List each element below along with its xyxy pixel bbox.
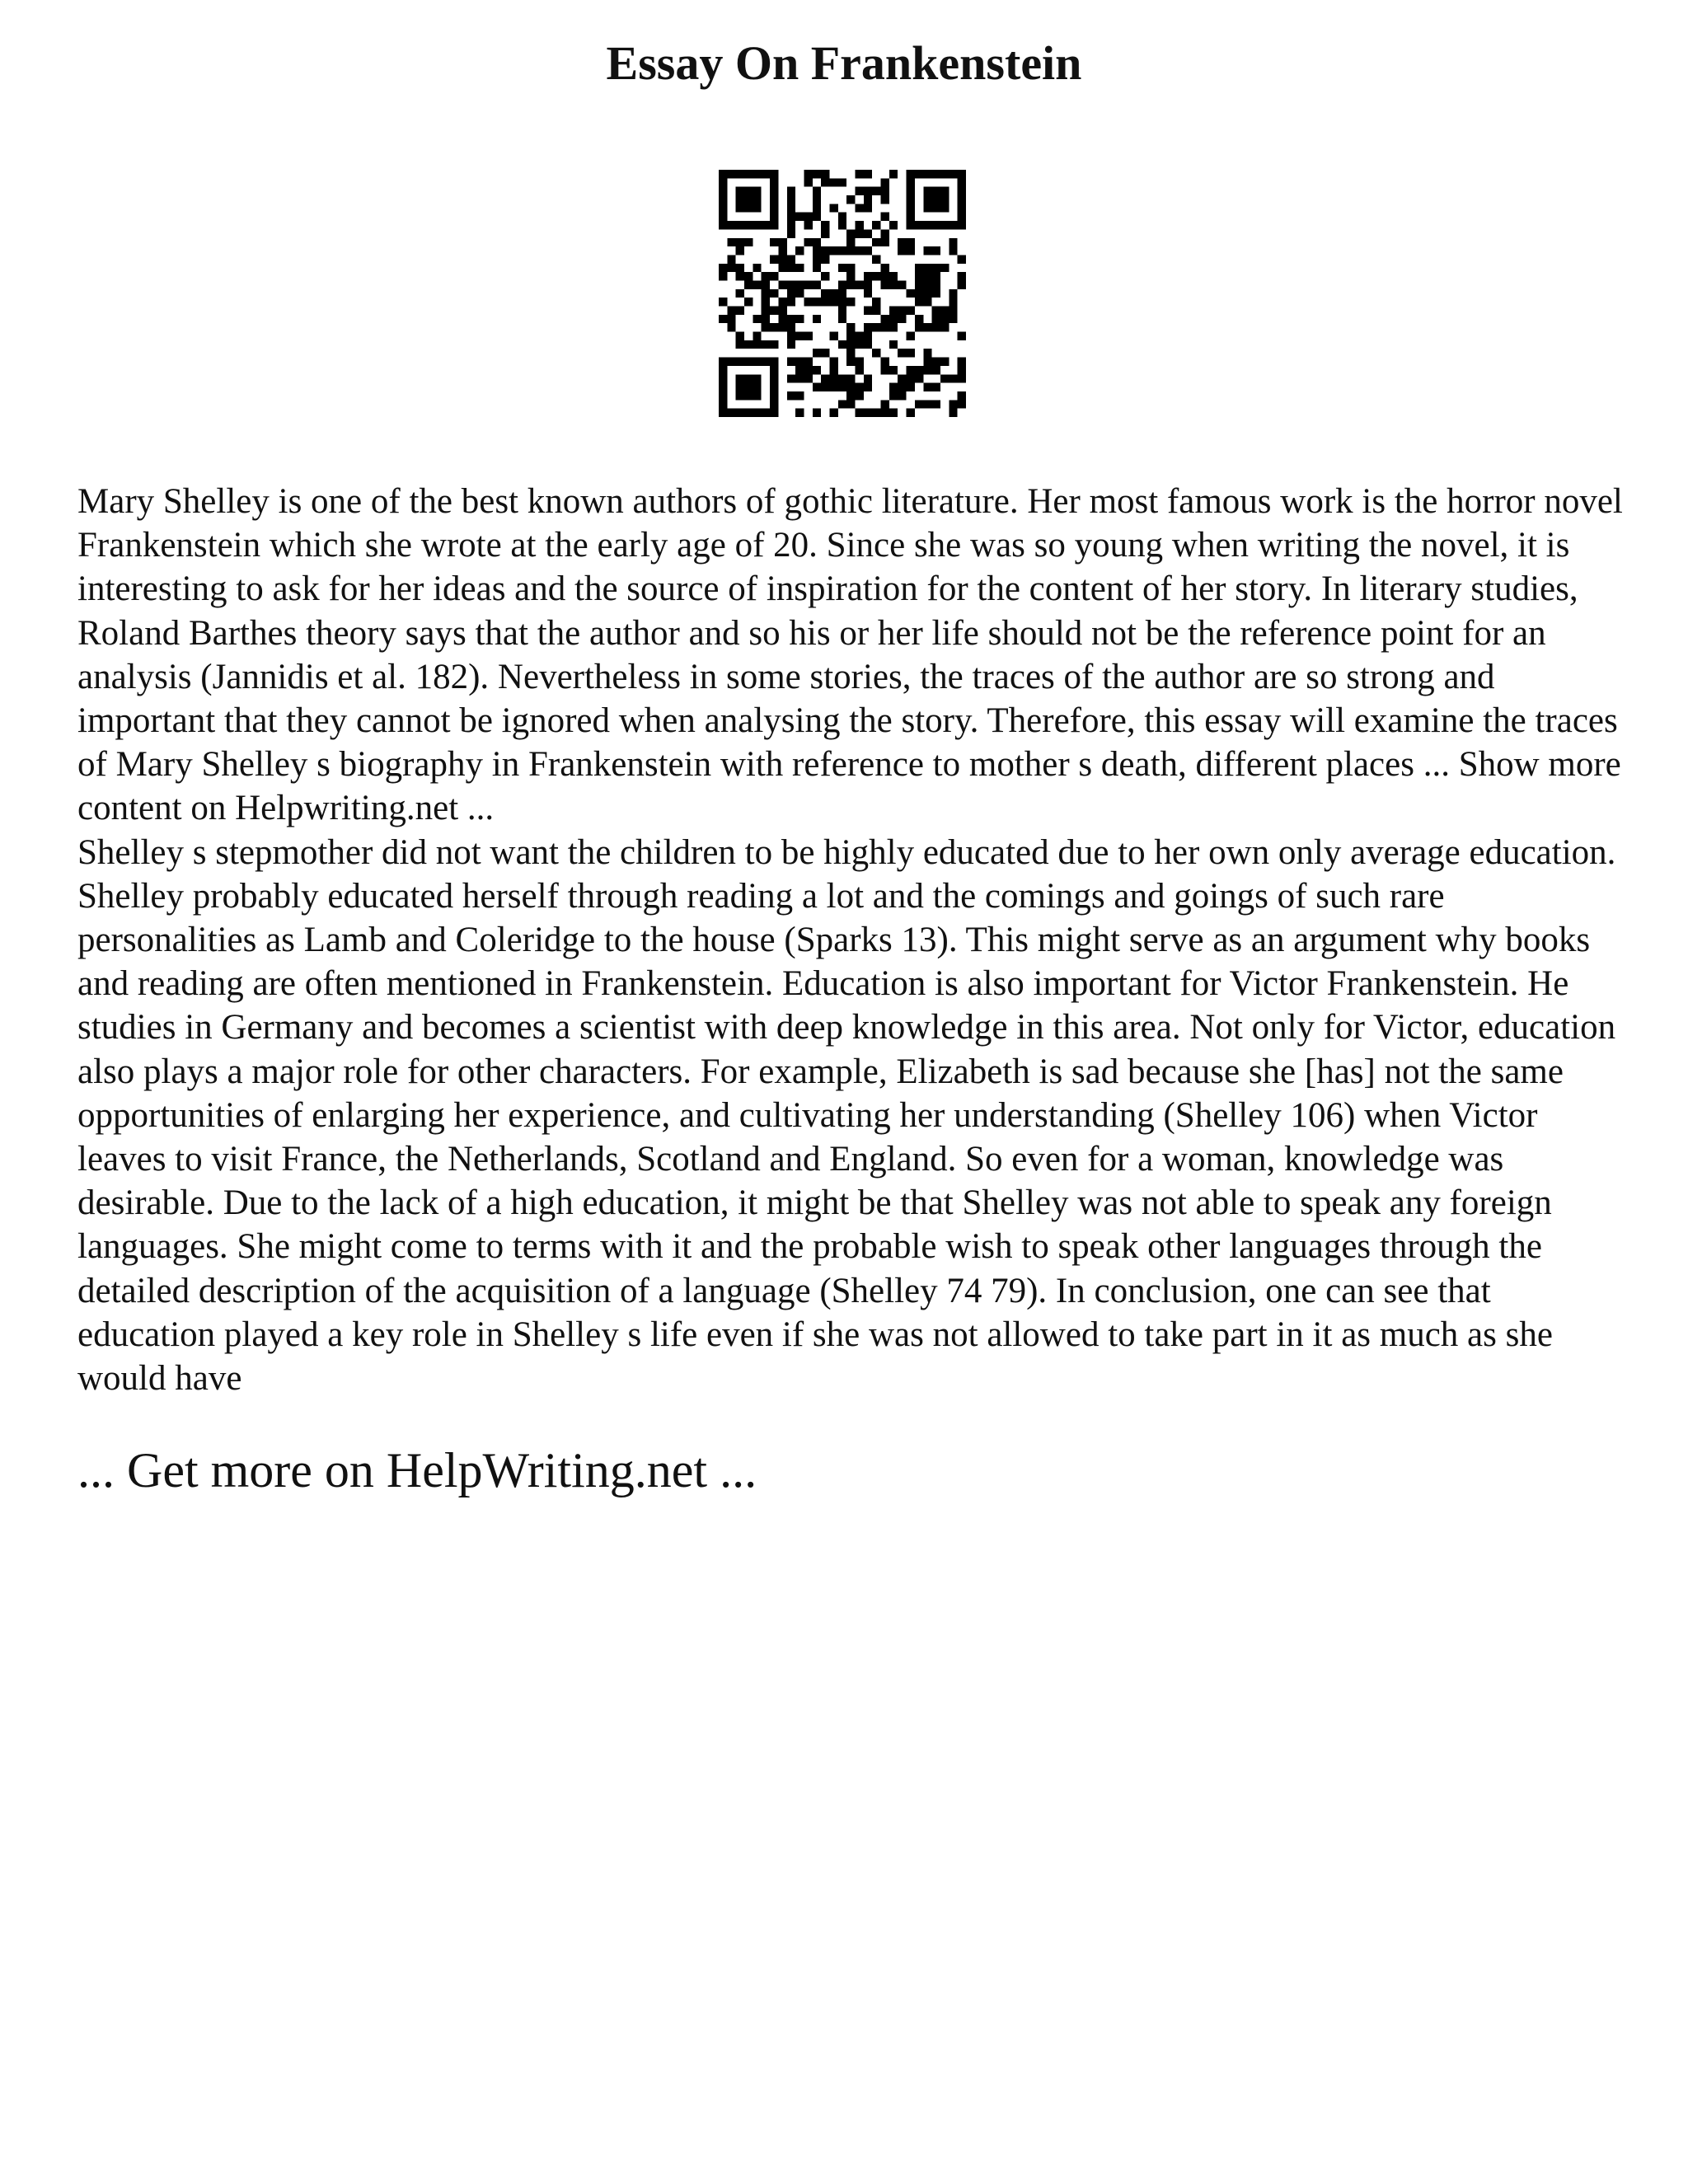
essay-body bbox=[77, 480, 1627, 1400]
get-more-link[interactable]: ... Get more on HelpWriting.net ... bbox=[77, 1443, 757, 1497]
qr-code bbox=[719, 170, 966, 417]
page-title: Essay On Frankenstein bbox=[606, 36, 1082, 90]
essay-paragraph-intro: Mary Shelley is one of the best known authors of gothic literature. Her most famous work is the horror novel Frankenstein which she wrote at the early age of 20. Since she was so young when writing the novel, it is interesting to ask for her ideas and the source of inspiration for the content of her story. In literary studies, Roland Barthes theory says that the author and so his or her life should not be the reference point for an analysis (Jannidis et al. 182). Nevertheless in some stories, the traces of the author are so strong and important that they cannot be ignored when analysing the story. Therefore, this essay will examine the traces of Mary Shelley s biography in Frankenstein with reference to mother s death, different places ... Show more content on Helpwriting.net ... bbox=[77, 482, 1623, 828]
essay-paragraph-education: Shelley s stepmother did not want the children to be highly educated due to her own only average education. Shelley probably educated herself through reading a lot and the comings and goings of such rare personalities as Lamb and Coleridge to the house (Sparks 13). This might serve as an argument why books and reading are often mentioned in Frankenstein. Education is also important for Victor Frankenstein. He studies in Germany and becomes a scientist with deep knowledge in this area. Not only for Victor, education also plays a major role for other characters. For example, Elizabeth is sad because she [has] not the same opportunities of enlarging her experience, and cultivating her understanding (Shelley 106) when Victor leaves to visit France, the Netherlands, Scotland and England. So even for a woman, knowledge was desirable. Due to the lack of a high education, it might be that Shelley was not able to speak any foreign languages. She might come to terms with it and the probable wish to speak other languages through the detailed description of the acquisition of a language (Shelley 74 79). In conclusion, one can see that education played a key role in Shelley s life even if she was not allowed to take part in it as much as she would have bbox=[77, 832, 1616, 1399]
